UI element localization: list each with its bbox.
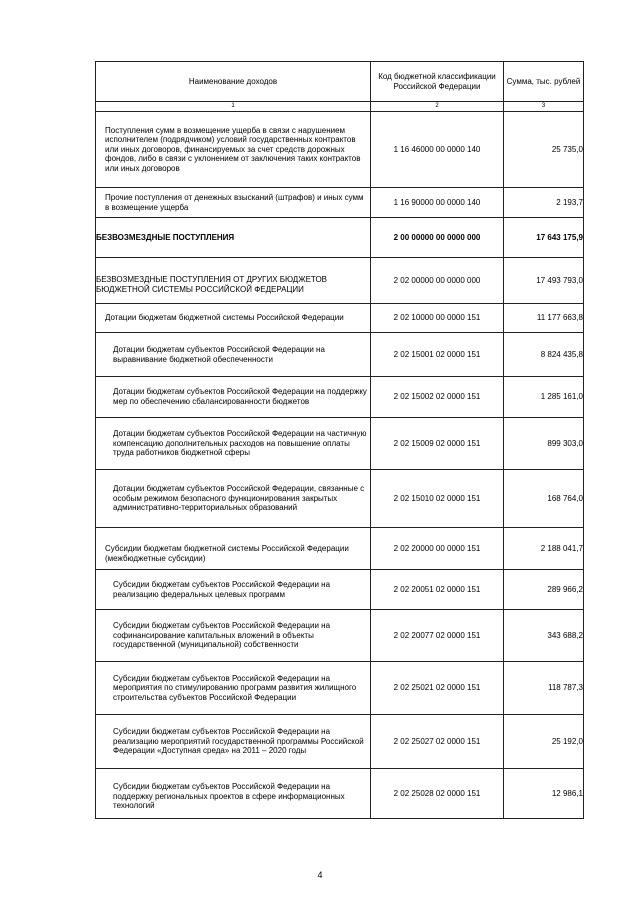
row-sum: 25 735,0	[504, 112, 584, 188]
row-name: Дотации бюджетам субъектов Российской Федерации на частичную компенсацию дополнительных расходов на повышение оплаты труда работников бюджетной сферы	[96, 418, 371, 470]
table-row	[96, 377, 584, 418]
row-sum: 168 764,0	[504, 470, 584, 528]
row-code: 2 02 20000 00 0000 151	[371, 528, 504, 570]
row-sum: 118 787,3	[504, 662, 584, 715]
column-number-row	[96, 102, 584, 112]
row-code: 2 02 10000 00 0000 151	[371, 304, 504, 333]
row-name: Дотации бюджетам субъектов Российской Федерации, связанные с особым режимом безопасного функционирования закрытых административно-территориальных образований	[96, 470, 371, 528]
row-code: 2 02 25027 02 0000 151	[371, 715, 504, 769]
row-name: Дотации бюджетам субъектов Российской Федерации на выравнивание бюджетной обеспеченности	[96, 333, 371, 377]
row-name: Субсидии бюджетам субъектов Российской Федерации на поддержку региональных проектов в сфере информационных технологий	[96, 769, 371, 819]
table-row	[96, 218, 584, 258]
row-sum: 12 986,1	[504, 769, 584, 819]
row-sum: 8 824 435,8	[504, 333, 584, 377]
row-code: 1 16 46000 00 0000 140	[371, 112, 504, 188]
table-row	[96, 610, 584, 662]
table-row	[96, 112, 584, 188]
revenue-table	[95, 61, 584, 819]
header-income-name: Наименование доходов	[96, 62, 371, 102]
table-row	[96, 333, 584, 377]
row-code: 2 02 15001 02 0000 151	[371, 333, 504, 377]
row-name: Субсидии бюджетам субъектов Российской Федерации на софинансирование капитальных вложений в объекты государственной (муниципальной) собственности	[96, 610, 371, 662]
table-row	[96, 528, 584, 570]
table-row	[96, 570, 584, 610]
row-code: 1 16 90000 00 0000 140	[371, 188, 504, 218]
row-sum: 17 643 175,9	[504, 218, 584, 258]
row-sum: 11 177 663,8	[504, 304, 584, 333]
column-number: 3	[504, 102, 584, 112]
row-name: Дотации бюджетам субъектов Российской Федерации на поддержку мер по обеспечению сбалансированности бюджетов	[96, 377, 371, 418]
row-sum: 17 493 793,0	[504, 258, 584, 304]
column-number: 1	[96, 102, 371, 112]
row-code: 2 02 25028 02 0000 151	[371, 769, 504, 819]
column-number: 2	[371, 102, 504, 112]
row-name: Субсидии бюджетам субъектов Российской Федерации на реализацию мероприятий государственной программы Российской Федерации «Доступная среда» на 2011 – 2020 годы	[96, 715, 371, 769]
table-row	[96, 470, 584, 528]
row-sum: 289 966,2	[504, 570, 584, 610]
row-sum: 899 303,0	[504, 418, 584, 470]
row-name: Прочие поступления от денежных взысканий (штрафов) и иных сумм в возмещение ущерба	[96, 188, 371, 218]
row-name: Дотации бюджетам бюджетной системы Российской Федерации	[96, 304, 371, 333]
row-sum: 25 192,0	[504, 715, 584, 769]
table-row	[96, 715, 584, 769]
row-sum: 2 188 041,7	[504, 528, 584, 570]
header-budget-code: Код бюджетной классификации Российской Федерации	[371, 62, 504, 102]
row-code: 2 02 20051 02 0000 151	[371, 570, 504, 610]
row-name: Субсидии бюджетам субъектов Российской Федерации на мероприятия по стимулированию программ развития жилищного строительства субъектов Российской Федерации	[96, 662, 371, 715]
row-sum: 343 688,2	[504, 610, 584, 662]
row-name: Субсидии бюджетам субъектов Российской Федерации на реализацию федеральных целевых программ	[96, 570, 371, 610]
table-row	[96, 258, 584, 304]
row-name: Субсидии бюджетам бюджетной системы Российской Федерации (межбюджетные субсидии)	[96, 528, 371, 570]
row-code: 2 02 15009 02 0000 151	[371, 418, 504, 470]
table-row	[96, 418, 584, 470]
row-code: 2 02 00000 00 0000 000	[371, 258, 504, 304]
row-code: 2 02 25021 02 0000 151	[371, 662, 504, 715]
page-number: 4	[317, 870, 323, 880]
row-name: БЕЗВОЗМЕЗДНЫЕ ПОСТУПЛЕНИЯ	[96, 218, 371, 258]
table-row	[96, 304, 584, 333]
row-code: 2 02 15002 02 0000 151	[371, 377, 504, 418]
row-code: 2 02 20077 02 0000 151	[371, 610, 504, 662]
row-sum: 2 193,7	[504, 188, 584, 218]
row-name: БЕЗВОЗМЕЗДНЫЕ ПОСТУПЛЕНИЯ ОТ ДРУГИХ БЮДЖЕТОВ БЮДЖЕТНОЙ СИСТЕМЫ РОССИЙСКОЙ ФЕДЕРАЦИИ	[96, 258, 371, 304]
row-code: 2 02 15010 02 0000 151	[371, 470, 504, 528]
row-code: 2 00 00000 00 0000 000	[371, 218, 504, 258]
row-name: Поступления сумм в возмещение ущерба в связи с нарушением исполнителем (подрядчиком) условий государственных контрактов или иных договоров, финансируемых за счет средств дорожных фондов, либо в связи с уклонением от заключения таких контрактов или иных договоров	[96, 112, 371, 188]
table-header-row	[96, 62, 584, 102]
table-row	[96, 769, 584, 819]
row-sum: 1 285 161,0	[504, 377, 584, 418]
header-amount: Сумма, тыс. рублей	[504, 62, 584, 102]
table-row	[96, 662, 584, 715]
table-row	[96, 188, 584, 218]
